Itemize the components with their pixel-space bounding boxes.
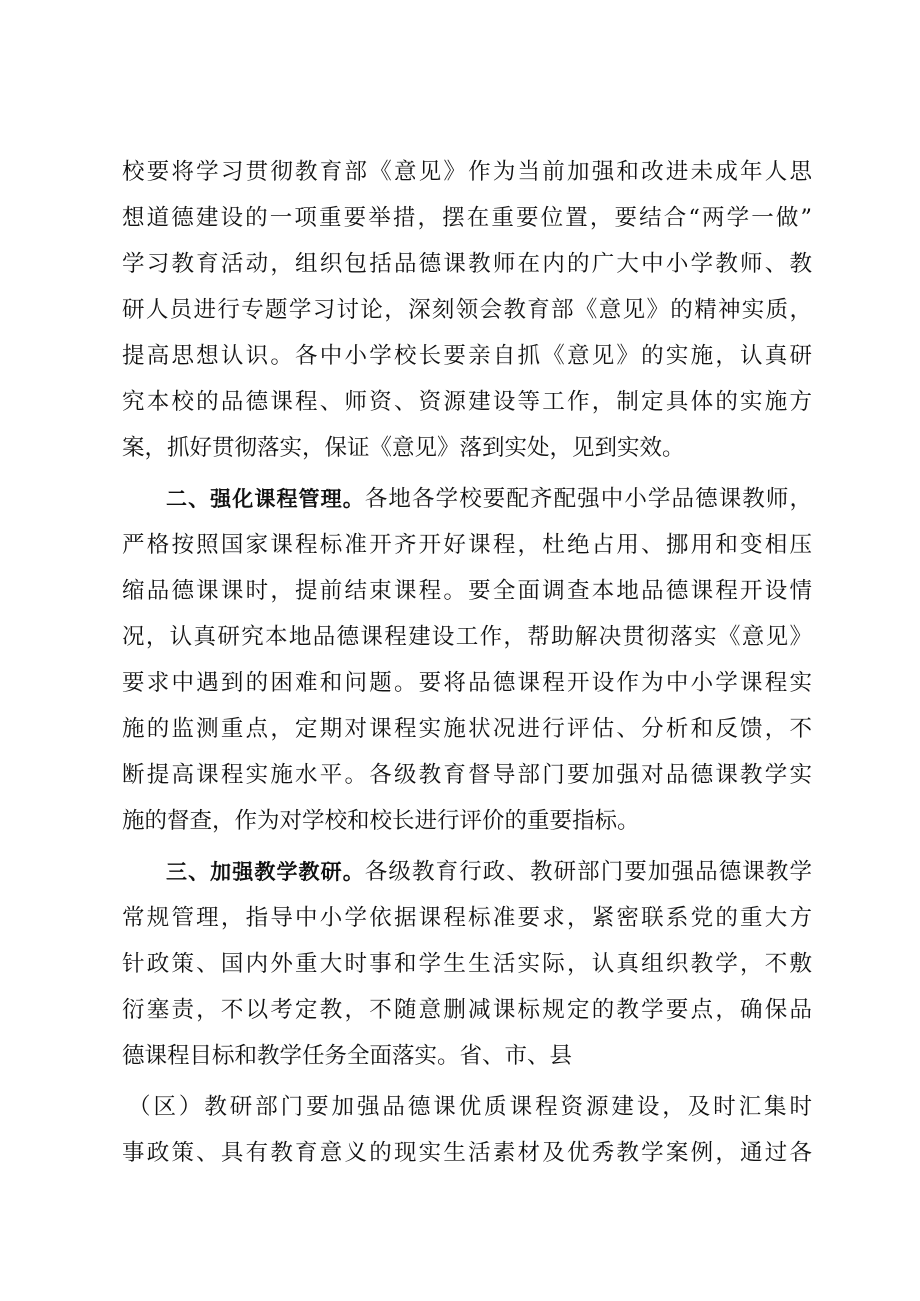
paragraph-1-line-5: 提高思想认识。各中小学校长要亲自抓《意见》的实施，认真研 xyxy=(122,343,812,369)
paragraph-4-line-1: （区）教研部门要加强品德课优质课程资源建设，及时汇集时 xyxy=(128,1094,812,1120)
paragraph-3-line-5: 德课程目标和教学任务全面落实。省、市、县 xyxy=(122,1043,573,1069)
paragraph-3-line-2: 常规管理，指导中小学依据课程标准要求，紧密联系党的重大方 xyxy=(122,905,812,931)
paragraph-1-line-2: 想道德建设的一项重要举措，摆在重要位置，要结合“两学一做” xyxy=(122,205,812,231)
paragraph-2-line-3: 缩品德课课时，提前结束课程。要全面调查本地品德课程开设情 xyxy=(122,578,812,604)
paragraph-3-line-3: 针政策、国内外重大时事和学生生活实际，认真组织教学，不敷 xyxy=(122,951,812,977)
paragraph-3-line-4: 衍塞责，不以考定教，不随意删减课标规定的教学要点，确保品 xyxy=(122,997,812,1023)
paragraph-1-line-7: 案，抓好贯彻落实，保证《意见》落到实处，见到实效。 xyxy=(122,435,685,461)
paragraph-4-line-2: 事政策、具有教育意义的现实生活素材及优秀教学案例，通过各 xyxy=(122,1140,812,1166)
paragraph-1-line-6: 究本校的品德课程、师资、资源建设等工作，制定具体的实施方 xyxy=(122,389,812,415)
paragraph-2-line-2: 严格按照国家课程标准开齐开好课程，杜绝占用、挪用和变相压 xyxy=(122,532,812,558)
paragraph-2-line-6: 施的监测重点，定期对课程实施状况进行评估、分析和反馈，不 xyxy=(122,716,812,742)
paragraph-2-line-5: 要求中遇到的困难和问题。要将品德课程开设作为中小学课程实 xyxy=(122,670,812,696)
paragraph-2-line-4: 况，认真研究本地品德课程建设工作，帮助解决贯彻落实《意见》 xyxy=(122,624,812,650)
paragraph-1-line-1: 校要将学习贯彻教育部《意见》作为当前加强和改进未成年人思 xyxy=(122,159,812,185)
paragraph-2-line-1 xyxy=(166,479,812,519)
paragraph-3-line-1 xyxy=(166,852,812,892)
section-heading-2: 二、强化课程管理。 xyxy=(166,487,365,511)
paragraph-2-line-1-text: 各地各学校要配齐配强中小学品德课教师， xyxy=(364,486,812,512)
paragraph-1-line-4: 研人员进行专题学习讨论，深刻领会教育部《意见》的精神实质， xyxy=(122,297,812,323)
paragraph-2-line-8: 施的督查，作为对学校和校长进行评价的重要指标。 xyxy=(122,808,640,834)
paragraph-3-line-1-text: 各级教育行政、教研部门要加强品德课教学 xyxy=(364,859,812,885)
paragraph-1-line-3: 学习教育活动，组织包括品德课教师在内的广大中小学教师、教 xyxy=(122,251,812,277)
section-heading-3: 三、加强教学教研。 xyxy=(166,860,365,884)
paragraph-2-line-7: 断提高课程实施水平。各级教育督导部门要加强对品德课教学实 xyxy=(122,762,812,788)
